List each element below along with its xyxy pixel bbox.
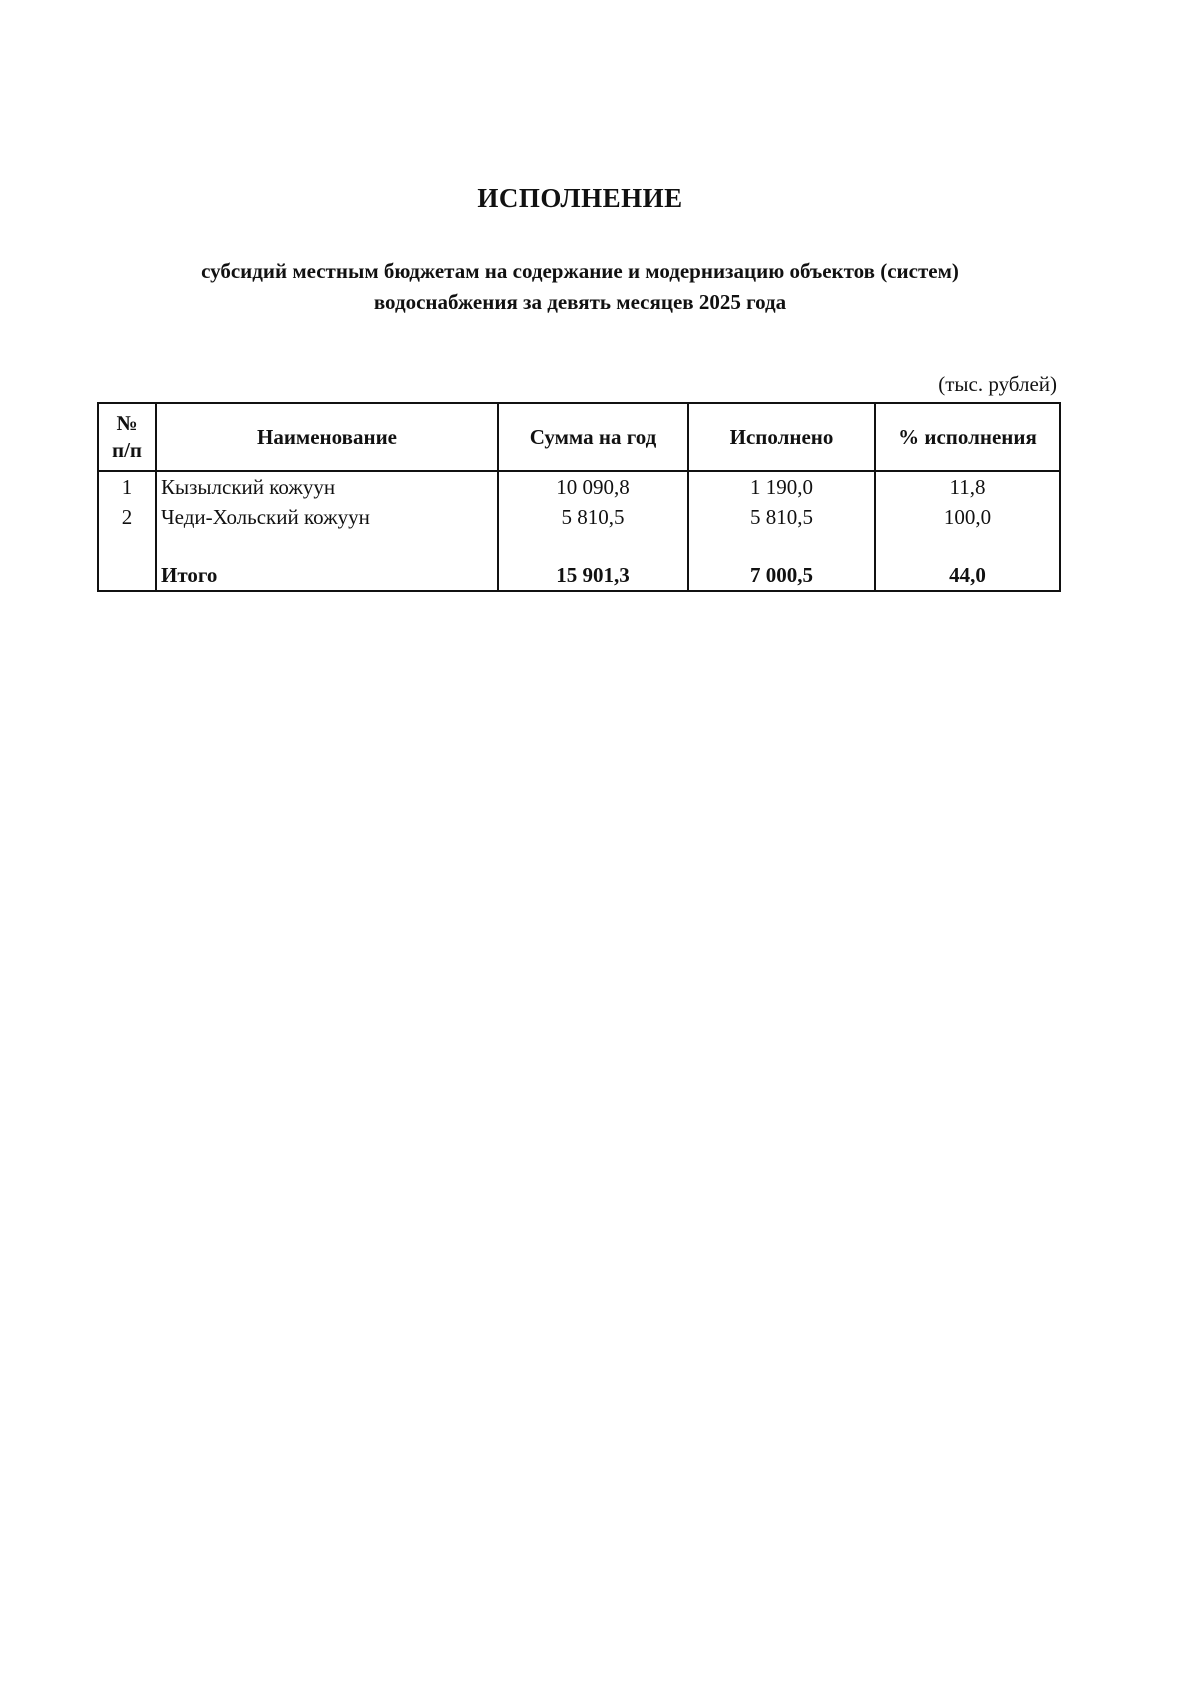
total-executed: 7 000,5 — [688, 558, 875, 591]
spacer-cell — [498, 532, 688, 558]
total-annual-sum: 15 901,3 — [498, 558, 688, 591]
table-row — [98, 502, 1060, 532]
row-num: 2 — [98, 502, 156, 532]
spacer-cell — [156, 532, 498, 558]
table-row — [98, 471, 1060, 502]
row-name: Кызылский кожуун — [156, 471, 498, 502]
document-title: ИСПОЛНЕНИЕ — [477, 183, 683, 213]
total-label: Итого — [156, 558, 498, 591]
header-num-line-2: п/п — [111, 438, 143, 462]
header-num-line-1: № — [116, 411, 138, 435]
row-executed: 5 810,5 — [688, 502, 875, 532]
row-num: 1 — [98, 471, 156, 502]
row-annual-sum: 5 810,5 — [498, 502, 688, 532]
row-name: Чеди-Хольский кожуун — [156, 502, 498, 532]
unit-note: (тыс. рублей) — [938, 372, 1057, 396]
table-spacer-row — [98, 532, 1060, 558]
header-percent: % исполнения — [875, 403, 1060, 471]
table-header-row — [98, 403, 1060, 471]
header-annual-sum: Сумма на год — [498, 403, 688, 471]
row-annual-sum: 10 090,8 — [498, 471, 688, 502]
row-executed: 1 190,0 — [688, 471, 875, 502]
row-percent: 11,8 — [875, 471, 1060, 502]
row-percent: 100,0 — [875, 502, 1060, 532]
total-percent: 44,0 — [875, 558, 1060, 591]
subtitle-line-1: субсидий местным бюджетам на содержание и модернизацию объектов (систем) — [201, 259, 959, 283]
document-subtitle — [0, 256, 1160, 318]
total-num-empty — [98, 558, 156, 591]
spacer-cell — [875, 532, 1060, 558]
spacer-cell — [98, 532, 156, 558]
table-total-row — [98, 558, 1060, 591]
execution-table — [97, 402, 1061, 592]
spacer-cell — [688, 532, 875, 558]
header-num — [98, 403, 156, 471]
subtitle-line-2: водоснабжения за девять месяцев 2025 года — [373, 290, 787, 314]
header-executed: Исполнено — [688, 403, 875, 471]
header-name: Наименование — [156, 403, 498, 471]
